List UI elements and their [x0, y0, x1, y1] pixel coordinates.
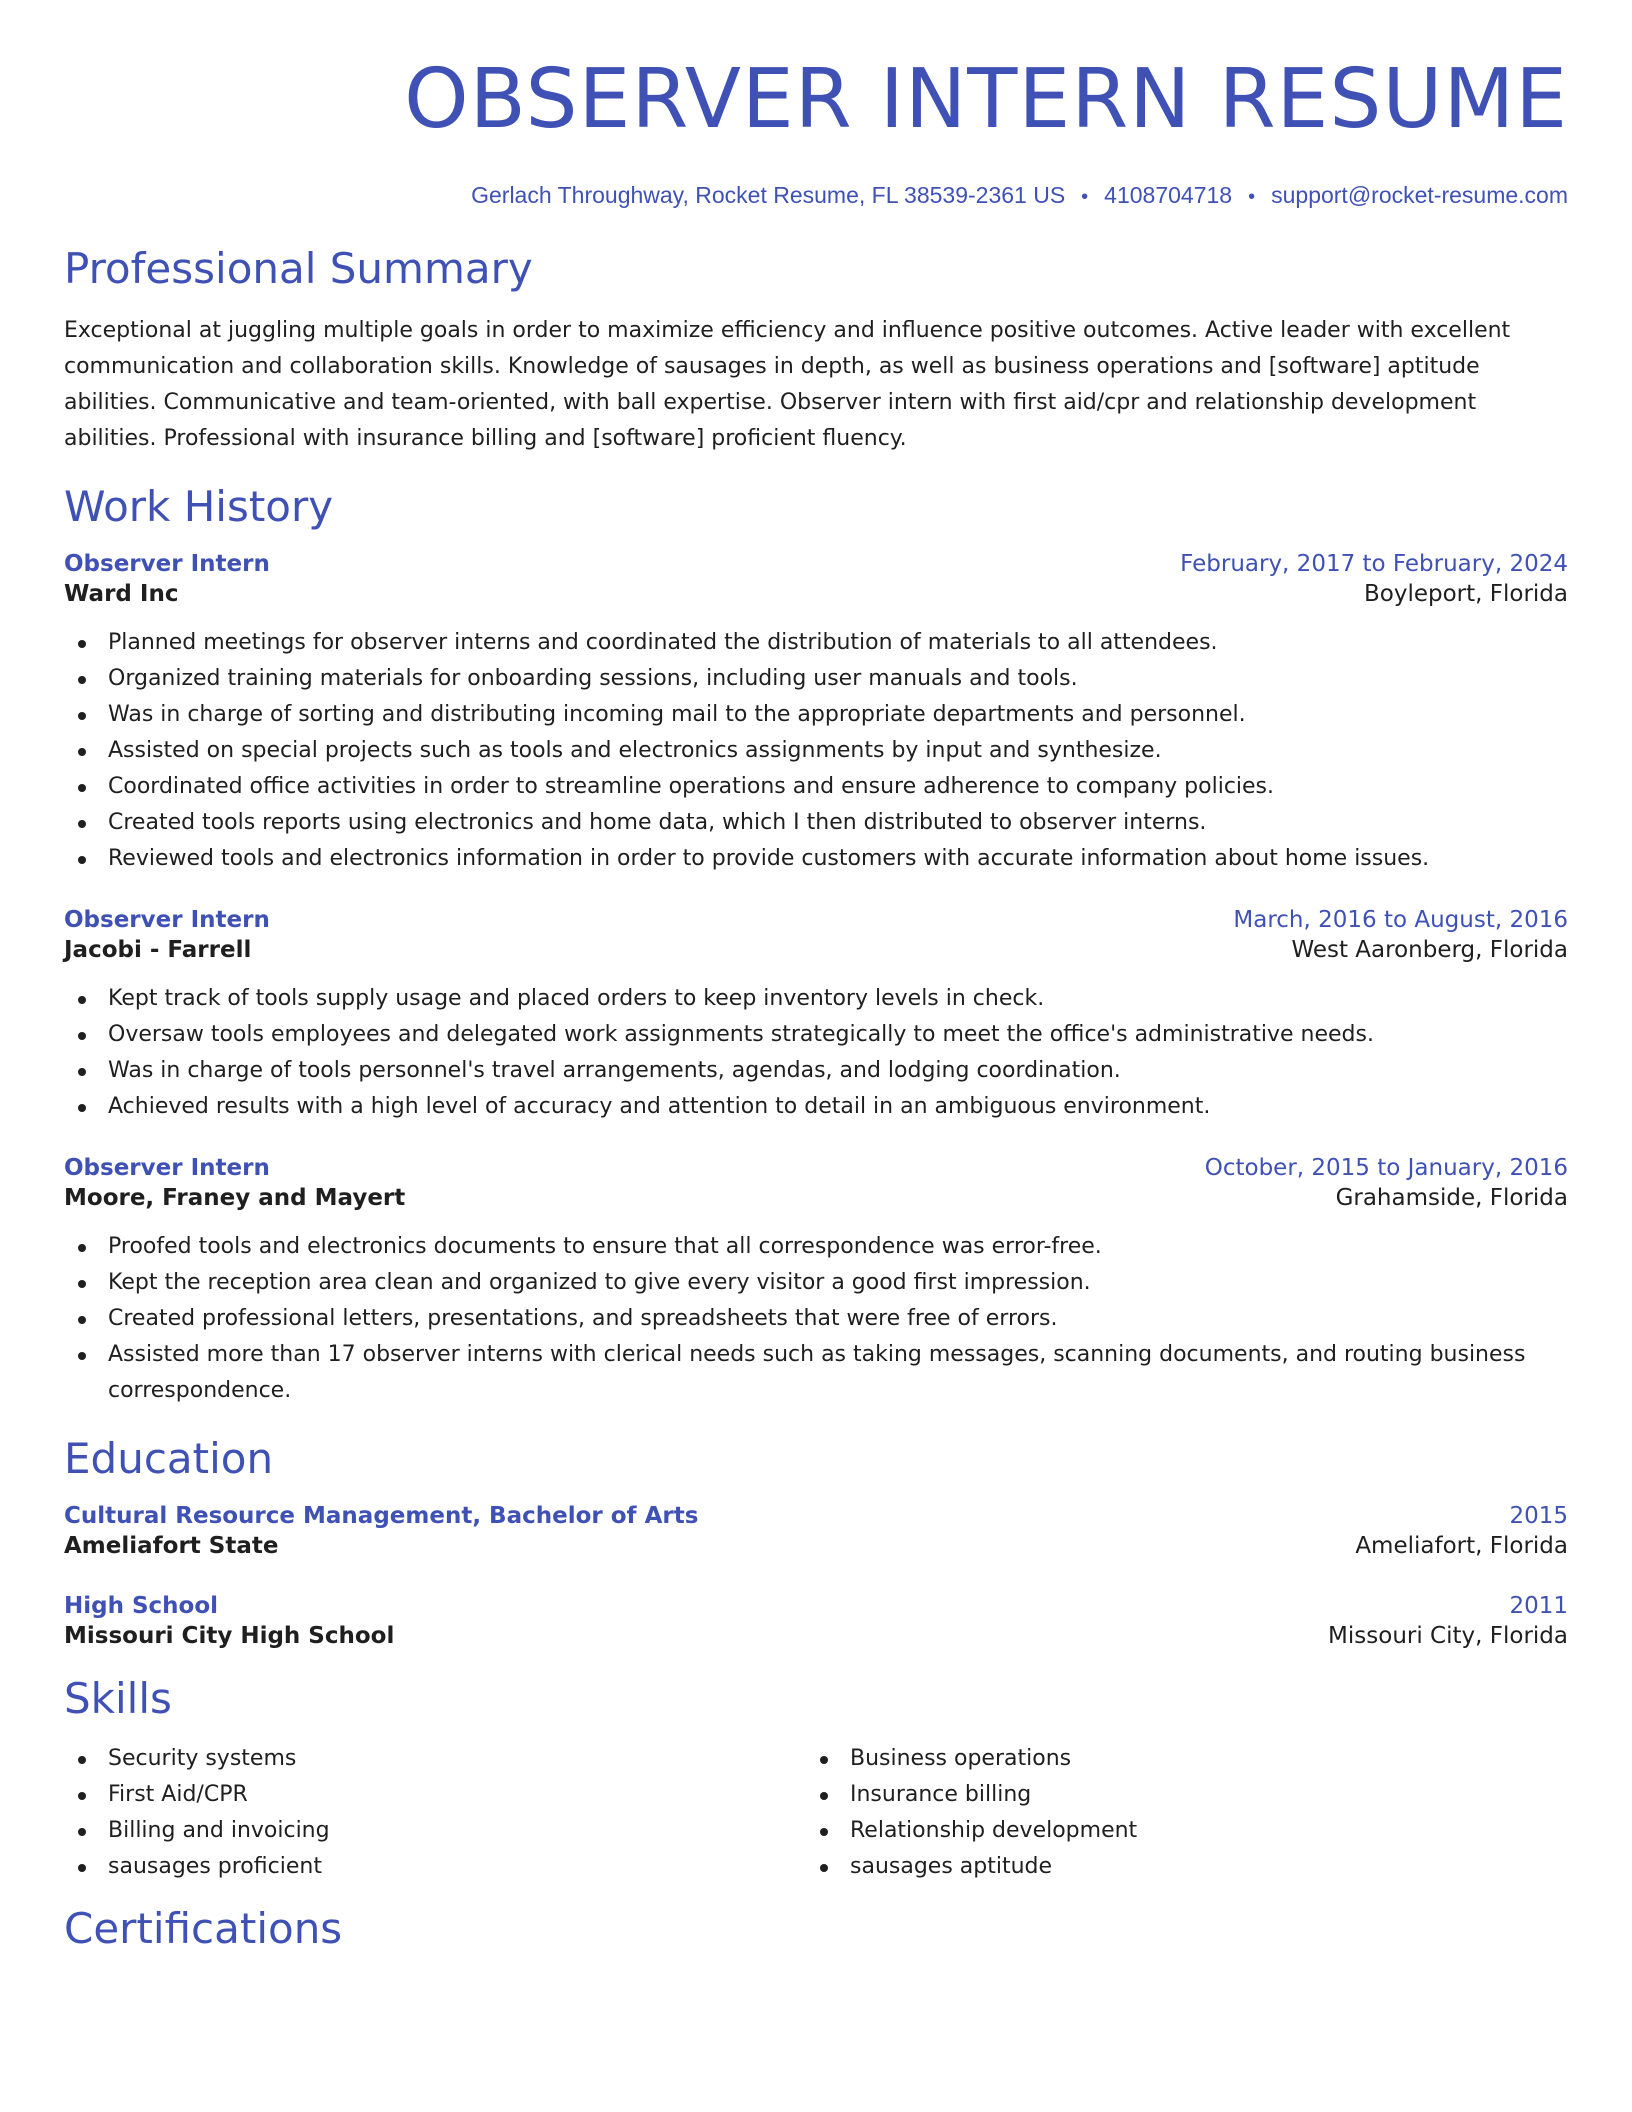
- summary-heading: Professional Summary: [64, 244, 533, 293]
- job-bullets: [64, 625, 1568, 877]
- bullet-item: Kept the reception area clean and organized to give every visitor a good first impression.: [64, 1265, 1568, 1301]
- skill-item: Insurance billing: [806, 1777, 1548, 1813]
- skills-heading: Skills: [64, 1674, 172, 1723]
- phone-text: 4108704718: [1104, 182, 1233, 208]
- bullet-item: Assisted more than 17 observer interns with clerical needs such as taking messages, scanning documents, and routing business correspondence.: [64, 1337, 1568, 1409]
- bullet-item: Assisted on special projects such as tools and electronics assignments by input and synthesize.: [64, 733, 1568, 769]
- education-section: [64, 1433, 1568, 1649]
- job-role: Observer Intern: [64, 907, 270, 933]
- bullet-item: Created tools reports using electronics and home data, which I then distributed to observer interns.: [64, 805, 1568, 841]
- certifications-section: [64, 1903, 1568, 1955]
- job-dates: February, 2017 to February, 2024: [1180, 551, 1568, 577]
- education-year: 2011: [1509, 1593, 1568, 1619]
- contact-line: [64, 182, 1568, 209]
- work-history-heading: Work History: [64, 482, 334, 531]
- bullet-item: Proofed tools and electronics documents to ensure that all correspondence was error-free.: [64, 1229, 1568, 1265]
- school-location: Missouri City, Florida: [1328, 1623, 1568, 1649]
- job-location: Grahamside, Florida: [1335, 1185, 1568, 1211]
- education-year: 2015: [1509, 1503, 1568, 1529]
- address-text: Gerlach Throughway, Rocket Resume, FL 38539-2361 US: [471, 182, 1066, 208]
- skills-column-right: [806, 1741, 1548, 1885]
- certifications-heading: Certifications: [64, 1904, 343, 1953]
- education-heading: Education: [64, 1434, 274, 1483]
- job-bullets: [64, 1229, 1568, 1409]
- school-name: Ameliafort State: [64, 1533, 279, 1559]
- education-entry: [64, 1503, 1568, 1559]
- job-company: Moore, Franey and Mayert: [64, 1185, 406, 1211]
- job-dates: March, 2016 to August, 2016: [1233, 907, 1568, 933]
- skill-item: Business operations: [806, 1741, 1548, 1777]
- separator-dot: •: [1248, 186, 1256, 208]
- skills-section: [64, 1673, 1568, 1885]
- bullet-item: Oversaw tools employees and delegated work assignments strategically to meet the office's administrative needs.: [64, 1017, 1568, 1053]
- degree-title: Cultural Resource Management, Bachelor of Arts: [64, 1503, 699, 1529]
- school-name: Missouri City High School: [64, 1623, 395, 1649]
- bullet-item: Reviewed tools and electronics information in order to provide customers with accurate information about home issues.: [64, 841, 1568, 877]
- job-location: Boyleport, Florida: [1363, 581, 1568, 607]
- bullet-item: Organized training materials for onboarding sessions, including user manuals and tools.: [64, 661, 1568, 697]
- skills-grid: [64, 1741, 1568, 1885]
- job-entry: [64, 551, 1568, 877]
- job-role: Observer Intern: [64, 551, 270, 577]
- job-company: Ward Inc: [64, 581, 179, 607]
- skill-item: Security systems: [64, 1741, 806, 1777]
- bullet-item: Planned meetings for observer interns and coordinated the distribution of materials to all attendees.: [64, 625, 1568, 661]
- summary-section: [64, 243, 1568, 457]
- bullet-item: Created professional letters, presentations, and spreadsheets that were free of errors.: [64, 1301, 1568, 1337]
- skill-item: Billing and invoicing: [64, 1813, 806, 1849]
- bullet-item: Achieved results with a high level of accuracy and attention to detail in an ambiguous environment.: [64, 1089, 1568, 1125]
- job-dates: October, 2015 to January, 2016: [1204, 1155, 1568, 1181]
- work-history-section: [64, 481, 1568, 1409]
- bullet-item: Kept track of tools supply usage and placed orders to keep inventory levels in check.: [64, 981, 1568, 1017]
- summary-text: Exceptional at juggling multiple goals in order to maximize efficiency and influence positive outcomes. Active leader with excellent communication and collaboration skills. Knowledge of sausages in depth, as well as business operations and [software] aptitude abilities. Communicative and team-oriented, with ball expertise. Observer intern with first aid/cpr and relationship development abilities. Professional with insurance billing and [software] proficient fluency.: [64, 318, 1511, 451]
- skill-item: sausages proficient: [64, 1849, 806, 1885]
- skills-column-left: [64, 1741, 806, 1885]
- job-location: West Aaronberg, Florida: [1291, 937, 1568, 963]
- bullet-item: Was in charge of tools personnel's travel arrangements, agendas, and lodging coordination.: [64, 1053, 1568, 1089]
- resume-title: OBSERVER INTERN RESUME: [404, 52, 1568, 147]
- job-company: Jacobi - Farrell: [64, 937, 252, 963]
- job-entry: [64, 1155, 1568, 1409]
- job-bullets: [64, 981, 1568, 1125]
- degree-title: High School: [64, 1593, 219, 1619]
- job-entry: [64, 907, 1568, 1125]
- skill-item: Relationship development: [806, 1813, 1548, 1849]
- separator-dot: •: [1081, 186, 1089, 208]
- skill-item: First Aid/CPR: [64, 1777, 806, 1813]
- school-location: Ameliafort, Florida: [1355, 1533, 1568, 1559]
- skill-item: sausages aptitude: [806, 1849, 1548, 1885]
- job-role: Observer Intern: [64, 1155, 270, 1181]
- education-entry: [64, 1593, 1568, 1649]
- bullet-item: Was in charge of sorting and distributing incoming mail to the appropriate departments and personnel.: [64, 697, 1568, 733]
- bullet-item: Coordinated office activities in order to streamline operations and ensure adherence to company policies.: [64, 769, 1568, 805]
- email-link[interactable]: support@rocket-resume.com: [1271, 182, 1568, 208]
